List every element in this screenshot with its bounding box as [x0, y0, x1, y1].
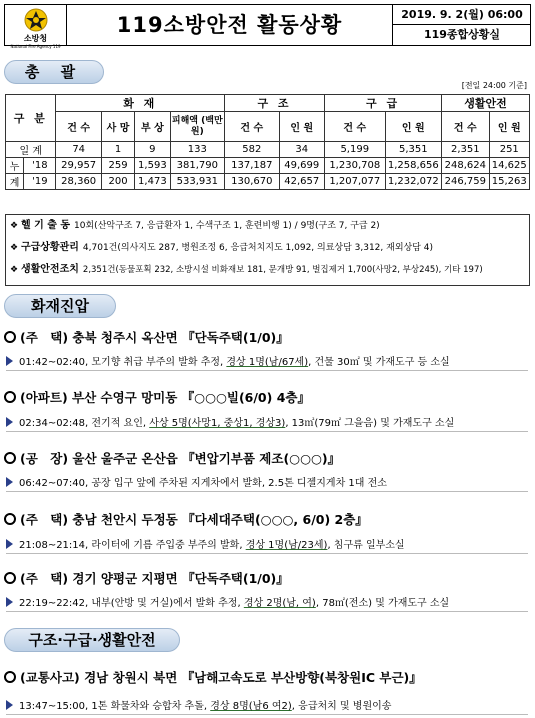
table-cell: 1,593 — [135, 158, 170, 174]
table-cell: 259 — [101, 158, 134, 174]
incident-desc — [6, 474, 528, 492]
casualty-text: 경상 2명(남, 여) — [243, 598, 316, 609]
fire-agency-emblem-icon — [22, 7, 50, 33]
header-ems: 구 급 — [324, 95, 441, 112]
incident-title — [4, 510, 368, 528]
incident-title-text: (주 택) 충남 천안시 두정동 『다세대주택(○○○, 6/0) 2층』 — [20, 512, 368, 527]
triangle-arrow-icon — [6, 477, 13, 487]
summary-notes — [5, 214, 530, 286]
table-row-2019 — [6, 174, 530, 190]
incident-title-text: (아파트) 부산 수영구 망미동 『○○○빌(6/0) 4층』 — [20, 390, 310, 405]
desc-text: , 건물 30㎡ 및 가재도구 등 소실 — [308, 357, 450, 368]
date-box — [392, 5, 531, 45]
table-cell: 74 — [56, 142, 101, 158]
reference-time: [전일 24:00 기준] — [461, 81, 527, 90]
table-cell: 246,759 — [442, 174, 489, 190]
table-cell: 200 — [101, 174, 134, 190]
circle-icon — [4, 331, 16, 343]
section-tab-summary: 총 괄 — [4, 60, 104, 84]
header-rescue: 구 조 — [225, 95, 325, 112]
note-text: 10회(산악구조 7, 응급환자 1, 수색구조 1, 훈련비행 1) / 9명(구조 7, 구급 2) — [74, 221, 380, 231]
note-text: 4,701건(의사지도 287, 병원조정 6, 응급처치지도 1,092, 의료상담 3,312, 재외상담 4) — [82, 243, 434, 253]
incident-desc — [6, 353, 528, 371]
incident-title-text: (교통사고) 경남 창원시 북면 『남해고속도로 부산방향(북창원IC 부근)』 — [20, 670, 422, 685]
table-cell: 5,199 — [324, 142, 385, 158]
circle-icon — [4, 391, 16, 403]
incident-desc — [6, 697, 528, 715]
desc-text: , 78㎡(전소) 및 가재도구 소실 — [315, 598, 450, 609]
header-division: 구 분 — [6, 95, 56, 142]
desc-text: , 침구류 일부소실 — [327, 540, 405, 551]
incident-title — [4, 388, 310, 406]
header-death: 사 망 — [101, 112, 134, 142]
table-cell: 2,351 — [442, 142, 489, 158]
table-cell: 1,258,656 — [385, 158, 442, 174]
header-ems-count: 건 수 — [324, 112, 385, 142]
table-cell: 251 — [489, 142, 529, 158]
desc-text: 22:19~22:42, 내부(안방 및 거실)에서 발화 추정, — [19, 598, 244, 609]
header-ems-people: 인 원 — [385, 112, 442, 142]
table-cell: 34 — [279, 142, 324, 158]
triangle-arrow-icon — [6, 539, 13, 549]
table-cell: 1,230,708 — [324, 158, 385, 174]
section-tab-fire: 화재진압 — [4, 294, 116, 318]
table-cell: 130,670 — [225, 174, 280, 190]
incident-title-text: (공 장) 울산 울주군 온산읍 『변압기부품 제조(○○○)』 — [20, 451, 341, 466]
table-cell: 133 — [170, 142, 225, 158]
incident-title — [4, 569, 289, 587]
header-fire: 화 재 — [56, 95, 225, 112]
incident-desc — [6, 536, 528, 554]
triangle-arrow-icon — [6, 417, 13, 427]
note-ems-management — [10, 241, 433, 255]
desc-text: 01:42~02:40, 모기향 취급 부주의 발화 추정, — [19, 357, 227, 368]
note-label: 헬 기 출 동 — [20, 220, 71, 231]
table-cell: 1,232,072 — [385, 174, 442, 190]
report-date: 2019. 9. 2(월) 06:00 — [393, 5, 531, 25]
table-cell: 29,957 — [56, 158, 101, 174]
triangle-arrow-icon — [6, 700, 13, 710]
casualty-text: 경상 1명(남/23세) — [245, 540, 328, 551]
table-row-2018 — [6, 158, 530, 174]
row-label: 계 — [6, 174, 24, 190]
report-header — [4, 4, 531, 49]
diamond-bullet-icon: ❖ — [10, 221, 21, 231]
row-label: 일 계 — [6, 142, 56, 158]
desc-text: 21:08~21:14, 라이터에 기름 주입중 부주의 발화, — [19, 540, 246, 551]
header-rescue-people: 인 원 — [279, 112, 324, 142]
header-life-count: 건 수 — [442, 112, 489, 142]
note-label: 구급상황관리 — [20, 242, 79, 253]
incident-title-text: (주 택) 충북 청주시 옥산면 『단독주택(1/0)』 — [20, 330, 289, 345]
table-cell: 15,263 — [489, 174, 529, 190]
table-row-daily — [6, 142, 530, 158]
circle-icon — [4, 572, 16, 584]
office-name: 119종합상황실 — [423, 28, 501, 41]
table-cell: 1,207,077 — [324, 174, 385, 190]
table-cell: 248,624 — [442, 158, 489, 174]
note-life-safety — [10, 263, 483, 277]
header-life-people: 인 원 — [489, 112, 529, 142]
note-label: 생활안전조치 — [20, 264, 79, 275]
desc-text: 02:34~02:48, 전기적 요인, — [19, 418, 150, 429]
table-cell: 49,699 — [279, 158, 324, 174]
table-cell: 582 — [225, 142, 280, 158]
summary-table — [5, 94, 530, 190]
incident-desc — [6, 594, 528, 612]
table-cell: 381,790 — [170, 158, 225, 174]
table-cell: 1,473 — [135, 174, 170, 190]
triangle-arrow-icon — [6, 597, 13, 607]
table-cell: 533,931 — [170, 174, 225, 190]
circle-icon — [4, 452, 16, 464]
row-year: '19 — [24, 174, 56, 190]
page-title: 119소방안전 활동상황 — [116, 13, 343, 37]
table-cell: 9 — [135, 142, 170, 158]
section-tab-rescue: 구조·구급·생활안전 — [4, 628, 180, 652]
table-cell: 14,625 — [489, 158, 529, 174]
agency-logo — [5, 5, 67, 49]
table-cell: 5,351 — [385, 142, 442, 158]
header-fire-count: 건 수 — [56, 112, 101, 142]
table-cell: 137,187 — [225, 158, 280, 174]
table-cell: 42,657 — [279, 174, 324, 190]
logo-sub: National Fire Agency 119 — [10, 44, 61, 49]
desc-text: 06:42~07:40, 공장 입구 앞에 주차된 지게차에서 발화, 2.5톤 디젤지게차 1대 전소 — [19, 478, 387, 489]
row-label: 누 — [6, 158, 24, 174]
incident-title — [4, 668, 422, 686]
circle-icon — [4, 671, 16, 683]
diamond-bullet-icon: ❖ — [10, 265, 21, 275]
header-life-safety: 생활안전 — [442, 95, 530, 112]
desc-text: , 13㎡(79㎡ 그을음) 및 가재도구 소실 — [285, 418, 455, 429]
diamond-bullet-icon: ❖ — [10, 243, 21, 253]
logo-text: 소방청 — [23, 34, 48, 43]
circle-icon — [4, 513, 16, 525]
incident-title-text: (주 택) 경기 양평군 지평면 『단독주택(1/0)』 — [20, 571, 289, 586]
triangle-arrow-icon — [6, 356, 13, 366]
casualty-text: 경상 8명(남6 여2) — [210, 701, 292, 712]
desc-text: 13:47~15:00, 1톤 화물차와 승합차 추돌, — [19, 701, 211, 712]
row-year: '18 — [24, 158, 56, 174]
note-text: 2,351건(동물포획 232, 소방시설 비화재보 181, 문개방 91, 벌집제거 1,700(사망2, 부상245), 기타 197) — [82, 265, 483, 275]
casualty-text: 사상 5명(사망1, 중상1, 경상3) — [149, 418, 286, 429]
incident-title — [4, 449, 340, 467]
header-rescue-count: 건 수 — [225, 112, 280, 142]
desc-text: , 응급처치 및 병원이송 — [291, 701, 392, 712]
casualty-text: 경상 1명(남/67세) — [226, 357, 309, 368]
header-injury: 부 상 — [135, 112, 170, 142]
incident-title — [4, 328, 289, 346]
header-damage: 피해액 (백만원) — [170, 112, 225, 142]
table-cell: 28,360 — [56, 174, 101, 190]
incident-desc — [6, 414, 528, 432]
note-helicopter — [10, 219, 380, 233]
table-cell: 1 — [101, 142, 134, 158]
